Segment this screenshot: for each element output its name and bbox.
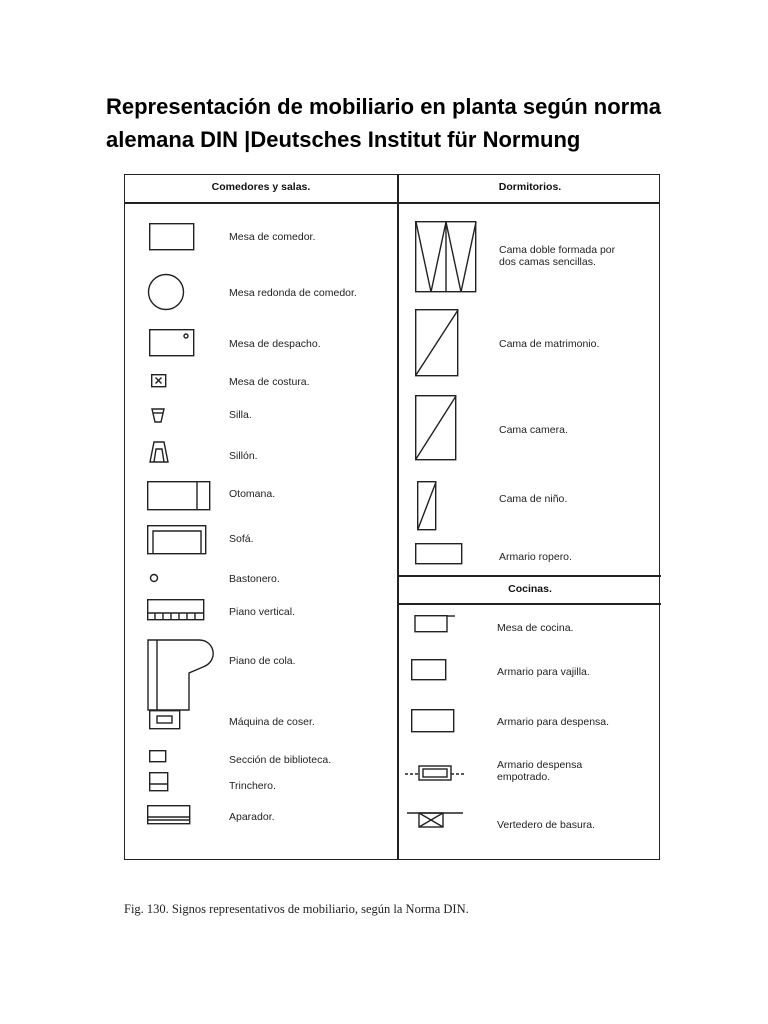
buffet-symbol xyxy=(147,805,191,825)
label-maquina-coser: Máquina de coser. xyxy=(229,716,315,728)
twin-bed-symbol xyxy=(415,221,477,293)
built-in-pantry-symbol xyxy=(405,763,465,785)
wardrobe-symbol xyxy=(415,543,463,565)
label-mesa-comedor: Mesa de comedor. xyxy=(229,231,316,243)
label-trinchero: Trinchero. xyxy=(229,780,276,792)
umbrella-stand-symbol xyxy=(149,573,159,583)
label-cama-nino: Cama de niño. xyxy=(499,493,568,505)
kitchen-table-symbol xyxy=(413,615,457,633)
label-cama-doble: Cama doble formada por dos camas sencillas. xyxy=(499,244,616,268)
desk-symbol xyxy=(149,329,195,357)
label-vertedero-basura: Vertedero de basura. xyxy=(497,819,596,831)
sewing-machine-symbol xyxy=(149,710,181,730)
label-armario-empotrado: Armario despensa empotrado. xyxy=(497,759,583,783)
label-armario-despensa: Armario para despensa. xyxy=(497,716,610,728)
garbage-chute-symbol xyxy=(407,811,463,831)
dining-table-symbol xyxy=(149,223,195,251)
sofa-symbol xyxy=(147,525,207,555)
label-mesa-cocina: Mesa de cocina. xyxy=(497,622,574,634)
label-piano-cola: Piano de cola. xyxy=(229,655,296,667)
label-mesa-costura: Mesa de costura. xyxy=(229,376,310,388)
furniture-legend-table xyxy=(124,174,660,860)
label-mesa-despacho: Mesa de despacho. xyxy=(229,338,321,350)
chair-symbol xyxy=(151,408,165,424)
header-divider xyxy=(125,202,659,204)
figure-caption: Fig. 130. Signos representativos de mobiliario, según la Norma DIN. xyxy=(124,902,469,916)
double-bed-symbol xyxy=(415,309,459,377)
label-armario-vajilla: Armario para vajilla. xyxy=(497,666,590,678)
label-aparador: Aparador. xyxy=(229,811,275,823)
label-cama-camera: Cama camera. xyxy=(499,424,568,436)
kitchen-top-divider xyxy=(397,575,661,577)
sideboard-symbol xyxy=(149,772,169,792)
label-sillon: Sillón. xyxy=(229,450,258,462)
bookcase-symbol xyxy=(149,750,167,763)
comedores-header: Comedores y salas. xyxy=(211,181,311,193)
child-bed-symbol xyxy=(417,481,437,531)
armchair-symbol xyxy=(149,441,169,463)
sewing-table-symbol xyxy=(151,374,167,388)
dish-cabinet-symbol xyxy=(411,659,447,681)
upright-piano-symbol xyxy=(147,599,205,621)
cocinas-header: Cocinas. xyxy=(508,583,552,595)
grand-piano-symbol xyxy=(147,639,217,711)
dormitorios-header: Dormitorios. xyxy=(498,181,562,193)
label-bastonero: Bastonero. xyxy=(229,573,280,585)
label-sofa: Sofá. xyxy=(229,533,254,545)
kitchen-header-divider xyxy=(397,603,661,605)
single-bed-symbol xyxy=(415,395,457,461)
column-divider xyxy=(397,175,399,859)
label-piano-vertical: Piano vertical. xyxy=(229,606,295,618)
pantry-cabinet-symbol xyxy=(411,709,455,733)
label-mesa-redonda: Mesa redonda de comedor. xyxy=(229,287,357,299)
label-seccion-biblioteca: Sección de biblioteca. xyxy=(229,754,332,766)
label-silla: Silla. xyxy=(229,409,252,421)
page-title: Representación de mobiliario en planta según norma alemana DIN |Deutsches Institut für Normung xyxy=(106,94,662,152)
label-armario-ropero: Armario ropero. xyxy=(499,551,572,563)
ottoman-symbol xyxy=(147,481,211,511)
round-table-symbol xyxy=(147,273,185,311)
label-otomana: Otomana. xyxy=(229,488,276,500)
label-cama-matrimonio: Cama de matrimonio. xyxy=(499,338,600,350)
